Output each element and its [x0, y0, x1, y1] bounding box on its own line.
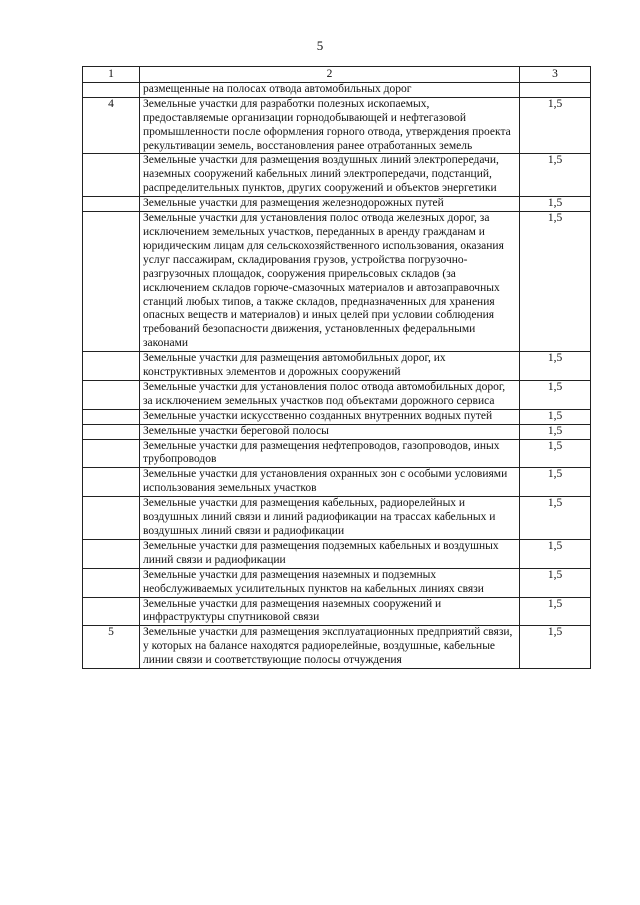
row-coefficient: 1,5 [520, 97, 591, 154]
row-coefficient [520, 82, 591, 97]
table-row [83, 597, 591, 626]
table-row [83, 439, 591, 468]
table-row [83, 424, 591, 439]
row-description: Земельные участки для размещения железнодорожных путей [140, 197, 520, 212]
table-row [83, 409, 591, 424]
row-coefficient: 1,5 [520, 197, 591, 212]
table-header-row [83, 67, 591, 83]
row-coefficient: 1,5 [520, 424, 591, 439]
row-description: Земельные участки для размещения наземных сооружений и инфраструктуры спутниковой связи [140, 597, 520, 626]
table-row [83, 97, 591, 154]
rates-table [82, 66, 591, 669]
row-coefficient: 1,5 [520, 212, 591, 352]
table-row [83, 468, 591, 497]
row-number [83, 197, 140, 212]
table-row [83, 380, 591, 409]
table-row [83, 212, 591, 352]
row-description: Земельные участки для размещения нефтепроводов, газопроводов, иных трубопроводов [140, 439, 520, 468]
row-description: Земельные участки для разработки полезных ископаемых, предоставляемые организации горнодобывающей и нефтегазовой промышленности после оформления горного отвода, утверждения проекта рекультивации земель, восстановления ранее отработанных земель [140, 97, 520, 154]
row-number [83, 468, 140, 497]
row-number [83, 539, 140, 568]
row-description: размещенные на полосах отвода автомобильных дорог [140, 82, 520, 97]
row-description: Земельные участки для размещения подземных кабельных и воздушных линий связи и радиофикации [140, 539, 520, 568]
row-description: Земельные участки для размещения воздушных линий электропередачи, наземных сооружений кабельных линий электропередачи, подстанций, распределительных пунктов, других сооружений и объектов энергетики [140, 154, 520, 197]
row-description: Земельные участки для установления полос отвода автомобильных дорог, за исключением земельных участков под объектами дорожного сервиса [140, 380, 520, 409]
row-coefficient: 1,5 [520, 154, 591, 197]
row-number: 5 [83, 626, 140, 669]
row-number [83, 212, 140, 352]
row-number [83, 568, 140, 597]
row-number [83, 82, 140, 97]
header-col-3: 3 [520, 67, 591, 83]
table-row [83, 197, 591, 212]
row-description: Земельные участки для размещения автомобильных дорог, их конструктивных элементов и дорожных сооружений [140, 352, 520, 381]
row-number [83, 497, 140, 540]
row-coefficient: 1,5 [520, 626, 591, 669]
row-number [83, 439, 140, 468]
row-number [83, 424, 140, 439]
table-row [83, 154, 591, 197]
row-coefficient: 1,5 [520, 497, 591, 540]
row-coefficient: 1,5 [520, 597, 591, 626]
table-row [83, 497, 591, 540]
row-description: Земельные участки для установления полос отвода железных дорог, за исключением земельных участков, переданных в аренду гражданам и юридическим лицам для сельскохозяйственного использования, оказания услуг пассажирам, складирования грузов, устройства погрузочно-разгрузочных площадок, сооружения прирельсовых складов (за исключением складов горюче-смазочных материалов и автозаправочных станций любых типов, а также складов, предназначенных для хранения опасных веществ и материалов) и иных целей при условии соблюдения требований безопасности движения, установленных федеральными законами [140, 212, 520, 352]
row-number [83, 352, 140, 381]
row-number [83, 597, 140, 626]
row-description: Земельные участки береговой полосы [140, 424, 520, 439]
row-number: 4 [83, 97, 140, 154]
row-description: Земельные участки для размещения наземных и подземных необслуживаемых усилительных пунктов на кабельных линиях связи [140, 568, 520, 597]
row-coefficient: 1,5 [520, 352, 591, 381]
row-coefficient: 1,5 [520, 568, 591, 597]
row-description: Земельные участки для размещения эксплуатационных предприятий связи, у которых на балансе находятся радиорелейные, воздушные, кабельные линии связи и соответствующие полосы отчуждения [140, 626, 520, 669]
row-description: Земельные участки искусственно созданных внутренних водных путей [140, 409, 520, 424]
row-coefficient: 1,5 [520, 439, 591, 468]
row-description: Земельные участки для размещения кабельных, радиорелейных и воздушных линий связи и линий радиофикации на трассах кабельных и воздушных линий связи и радиофикации [140, 497, 520, 540]
page-number: 5 [316, 38, 324, 53]
row-number [83, 380, 140, 409]
table-row [83, 539, 591, 568]
row-number [83, 409, 140, 424]
row-coefficient: 1,5 [520, 539, 591, 568]
table-row [83, 82, 591, 97]
row-number [83, 154, 140, 197]
row-coefficient: 1,5 [520, 468, 591, 497]
row-coefficient: 1,5 [520, 409, 591, 424]
header-col-1: 1 [83, 67, 140, 83]
table-row [83, 352, 591, 381]
table-row [83, 626, 591, 669]
row-description: Земельные участки для установления охранных зон с особыми условиями использования земельных участков [140, 468, 520, 497]
table-row [83, 568, 591, 597]
row-coefficient: 1,5 [520, 380, 591, 409]
header-col-2: 2 [140, 67, 520, 83]
